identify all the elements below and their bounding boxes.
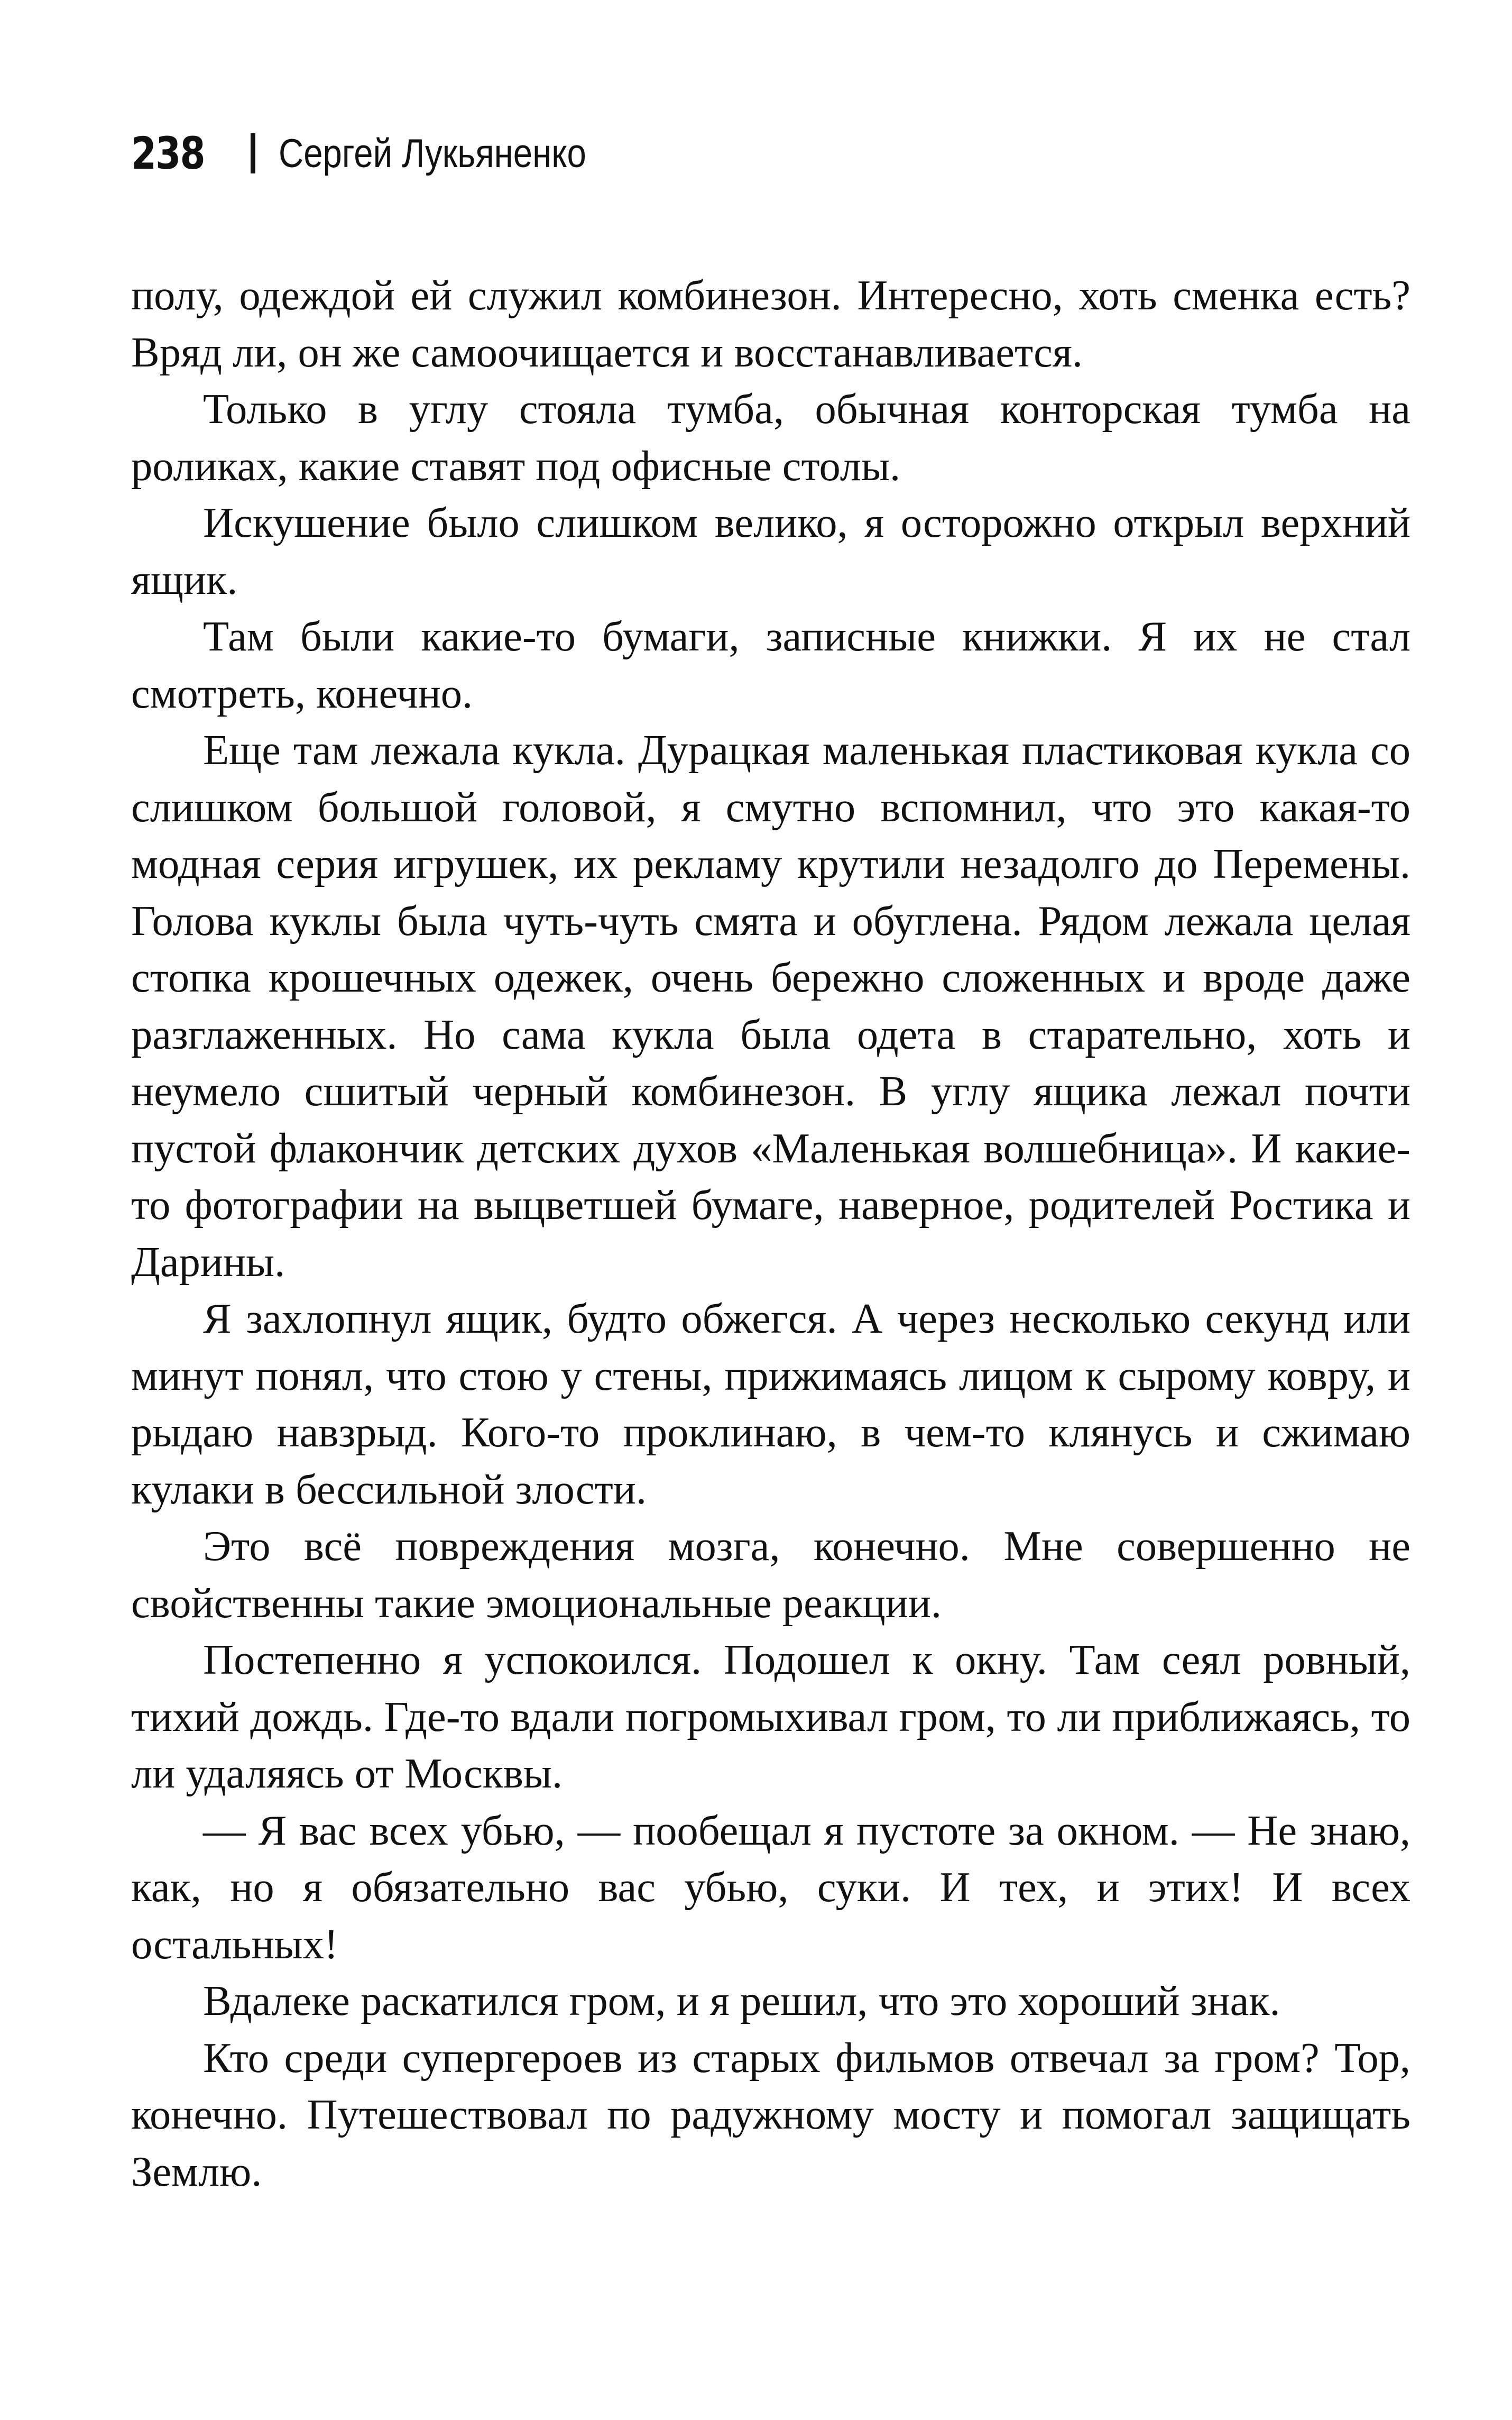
paragraph: полу, одеждой ей служил комбинезон. Интересно, хоть сменка есть? Вряд ли, он же самоочищается и восстанавливается.	[131, 272, 1410, 376]
paragraph: Еще там лежала кукла. Дурацкая маленькая пластиковая кукла со слишком большой головой, я смутно вспомнил, что это какая-то модная серия игрушек, их рекламу крутили незадолго до Перемены. Голова куклы была чуть-чуть смята и обуглена. Рядом лежала целая стопка крошечных одежек, очень бережно сложенных и вроде даже разглаженных. Но сама кукла была одета в старательно, хоть и неумело сшитый черный комбинезон. В углу ящика лежал почти пустой флакончик детских духов «Маленькая волшебница». И какие-то фотографии на выцветшей бумаге, наверное, родителей Ростика и Дарины.	[131, 727, 1410, 1286]
paragraph: Это всё повреждения мозга, конечно. Мне совершенно не свойственны такие эмоциональные реакции.	[131, 1523, 1410, 1627]
paragraph: Я захлопнул ящик, будто обжегся. А через несколько секунд или минут понял, что стою у стены, прижимаясь лицом к сырому ковру, и рыдаю навзрыд. Кого-то проклинаю, в чем-то клянусь и сжимаю кулаки в бессильной злости.	[131, 1295, 1410, 1513]
paragraph: Только в углу стояла тумба, обычная конторская тумба на роликах, какие ставят под офисные столы.	[131, 386, 1410, 490]
paragraph: Искушение было слишком велико, я осторожно открыл верхний ящик.	[131, 499, 1410, 603]
running-head-author: Сергей Лукьяненко	[279, 131, 586, 176]
paragraph: — Я вас всех убью, — пообещал я пустоте за окном. — Не знаю, как, но я обязательно вас убью, суки. И тех, и этих! И всех остальных!	[131, 1807, 1410, 1968]
paragraph: Там были какие-то бумаги, записные книжки. Я их не стал смотреть, конечно.	[131, 613, 1410, 717]
page-header	[131, 122, 637, 185]
paragraph: Кто среди супергероев из старых фильмов отвечал за гром? Тор, конечно. Путешествовал по радужному мосту и помогал защищать Землю.	[131, 2034, 1410, 2195]
header-divider	[251, 133, 255, 173]
paragraph: Постепенно я успокоился. Подошел к окну. Там сеял ровный, тихий дождь. Где-то вдали погромыхивал гром, то ли приближаясь, то ли удаляясь от Москвы.	[131, 1636, 1410, 1797]
paragraph: Вдалеке раскатился гром, и я решил, что это хороший знак.	[203, 1977, 1280, 2024]
body-text	[131, 267, 1410, 2200]
page-number: 238	[131, 127, 205, 179]
